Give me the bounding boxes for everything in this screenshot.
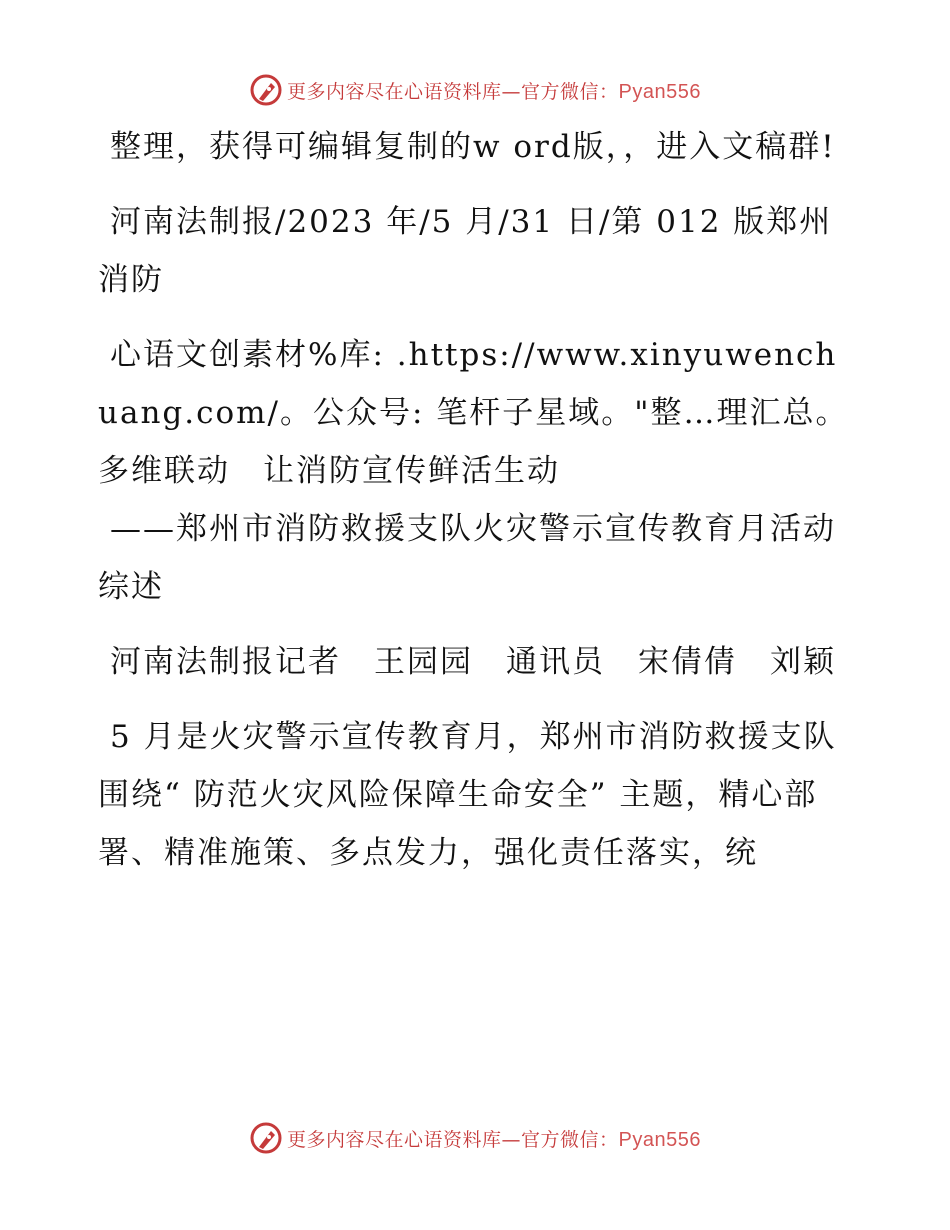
- watermark-text: 更多内容尽在心语资料库—官方微信：Pyan556: [287, 80, 701, 103]
- document-body: [98, 118, 858, 899]
- paragraph-subtitle: ——郑州市消防救援支队火灾警示宣传教育月活动综述: [98, 511, 836, 605]
- watermark-wechat-id: Pyan556: [618, 80, 701, 103]
- page-footer-watermark: [0, 1118, 950, 1158]
- paragraph-headline: 心语文创素材%库: .https://www.xinyuwenchuang.com/。公众号: 笔杆子星域。"整…理汇总。多维联动 让消防宣传鲜活生动: [98, 337, 849, 489]
- watermark-wechat-id: Pyan556: [618, 1128, 701, 1151]
- page-header-watermark: [0, 70, 950, 110]
- paragraph-intro: 整理，获得可编辑复制的w ord版，，进入文稿群!: [110, 129, 836, 165]
- pen-nib-icon: [249, 73, 283, 107]
- paragraph-byline: 河南法制报记者 王园园 通讯员 宋倩倩 刘颖: [110, 644, 836, 680]
- paragraph-source: 河南法制报/2023 年/5 月/31 日/第 012 版郑州消防: [98, 204, 833, 298]
- watermark-text: 更多内容尽在心语资料库—官方微信：Pyan556: [287, 1128, 701, 1151]
- paragraph-body: 5 月是火灾警示宣传教育月，郑州市消防救援支队围绕“ 防范火灾风险保障生命安全” 主题，精心部署、精准施策、多点发力，强化责任落实，统: [98, 719, 837, 871]
- pen-nib-icon: [249, 1121, 283, 1155]
